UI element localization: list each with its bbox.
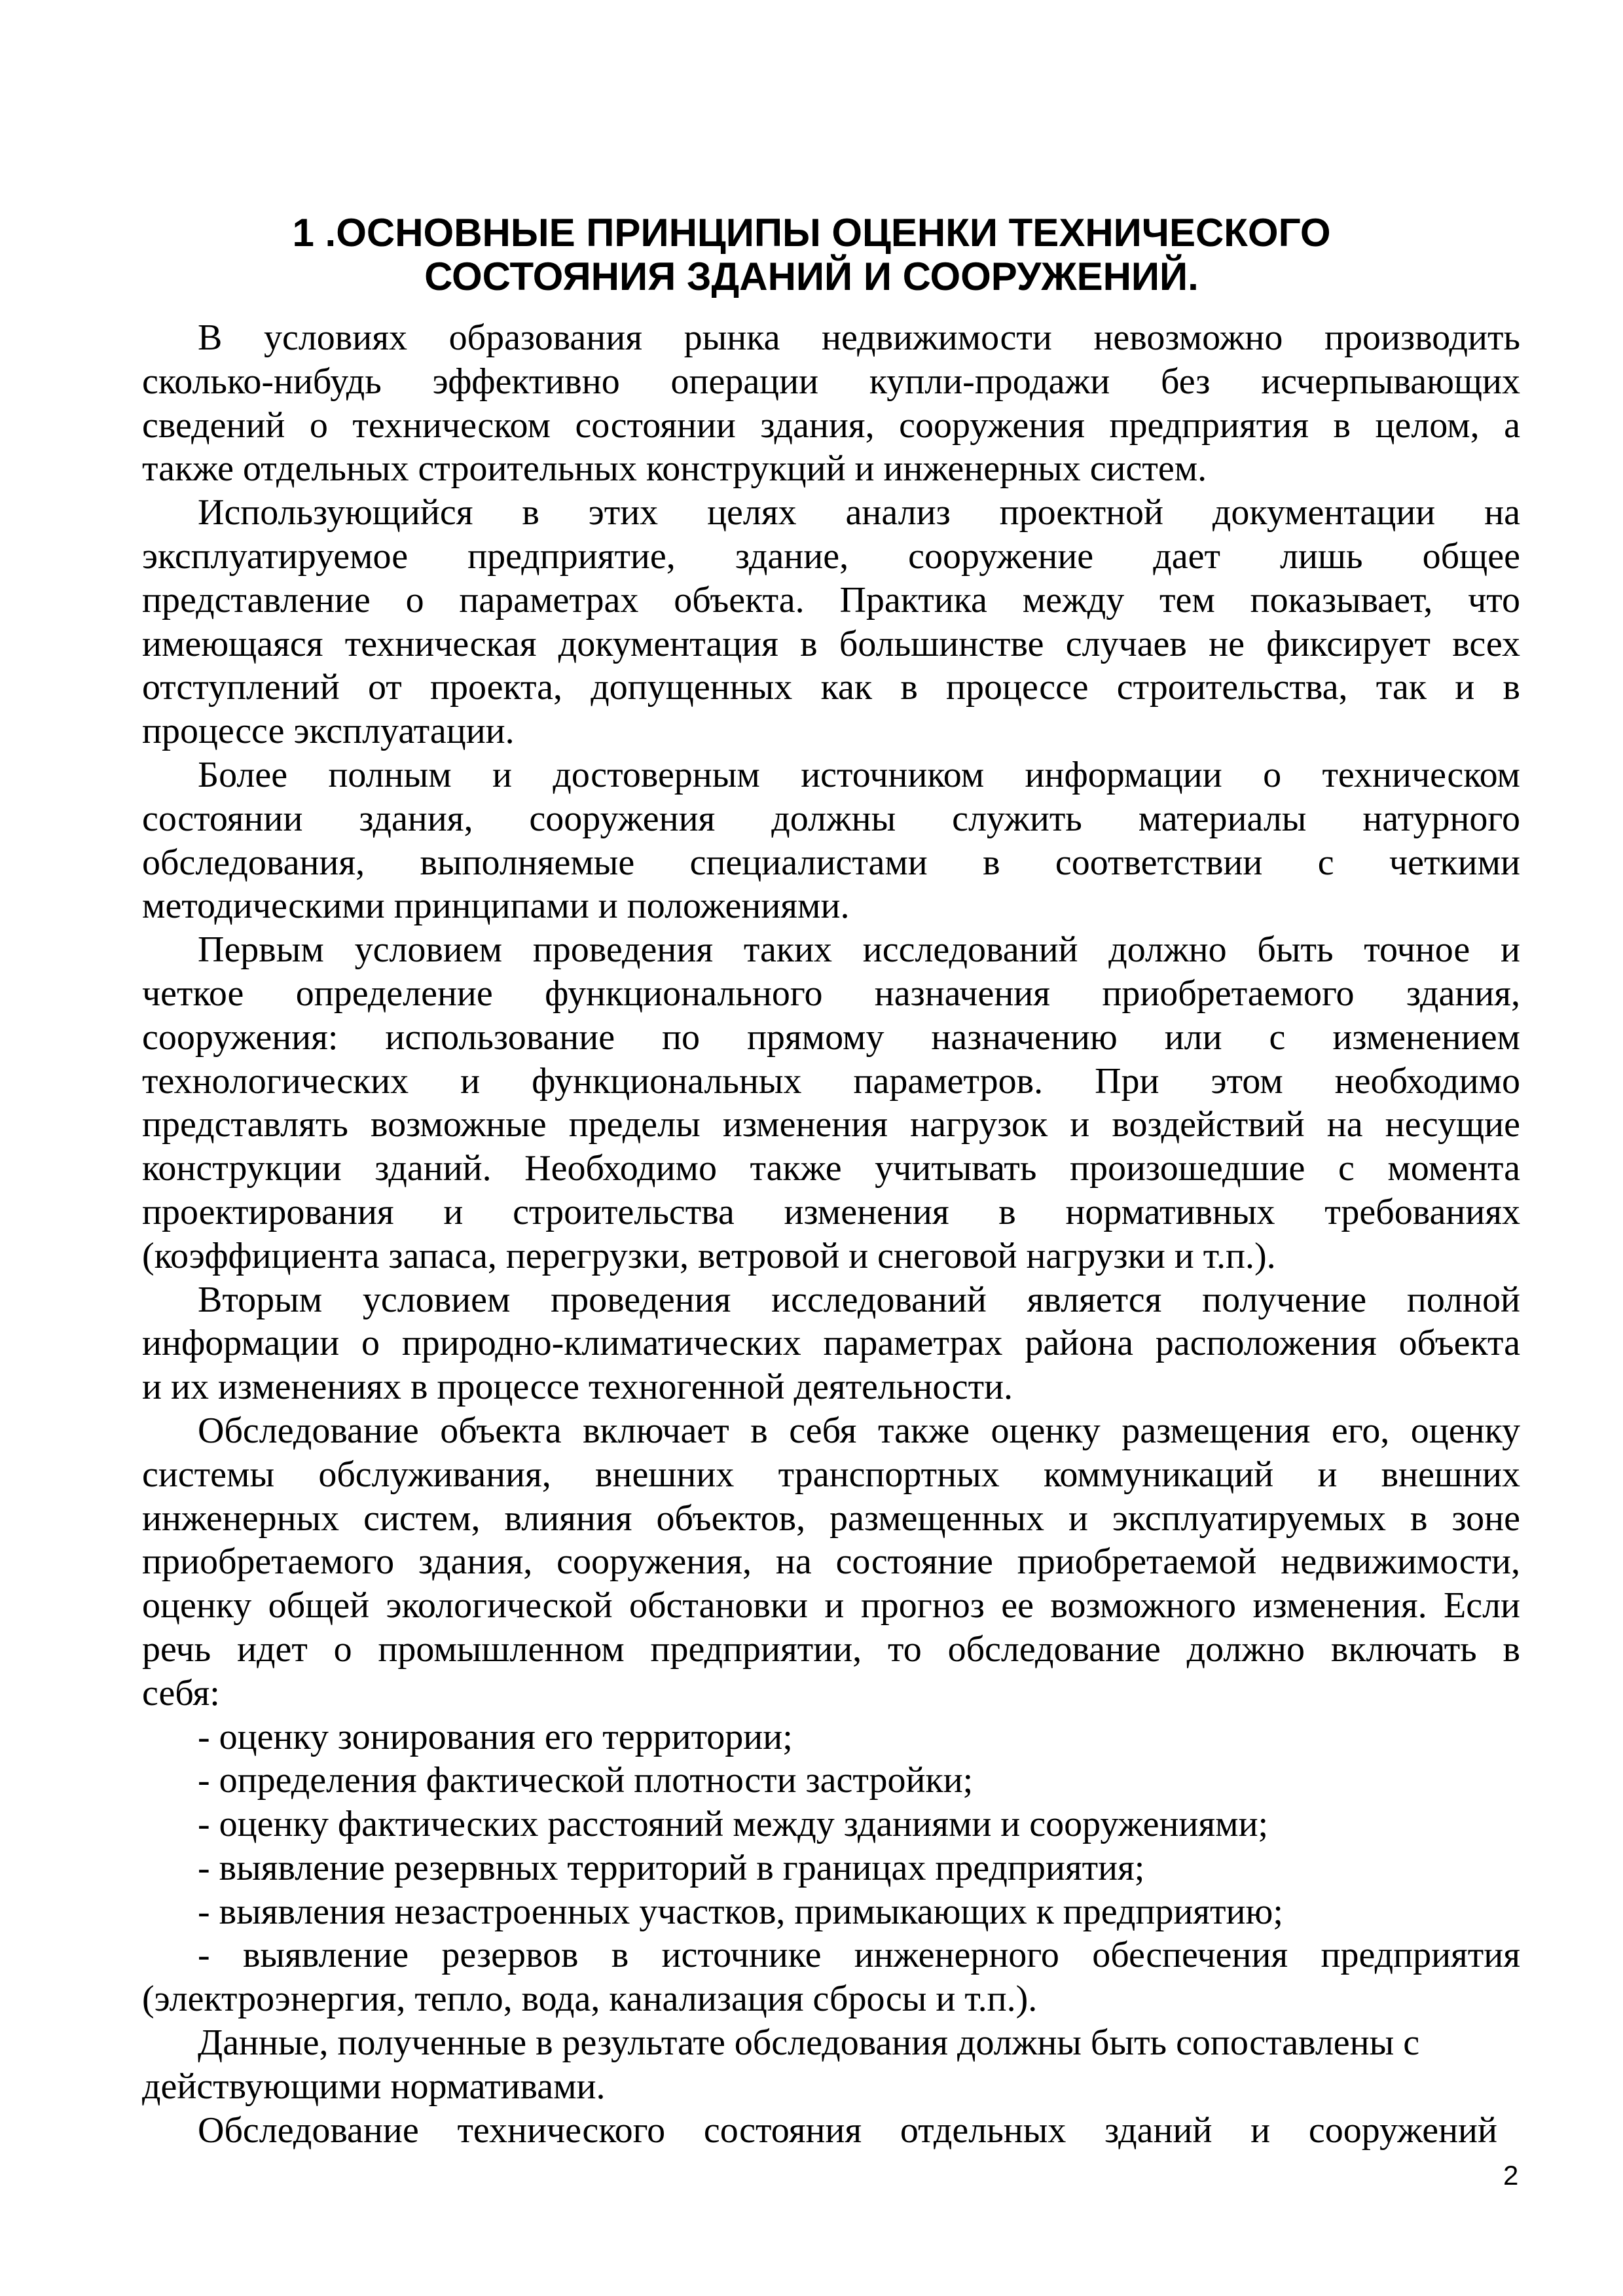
text-line: - выявления незастроенных участков, примыкающих к предприятию;	[198, 1891, 1283, 1932]
text-line: процессе эксплуатации.	[142, 711, 515, 752]
page-number: 2	[1503, 2160, 1519, 2191]
section-title-line-2: СОСТОЯНИЯ ЗДАНИЙ И СООРУЖЕНИЙ.	[424, 255, 1199, 298]
text-line: методическими принципами и положениями.	[142, 886, 850, 927]
text-line: имеющаяся техническая документация в большинстве случаев не фиксирует всех	[142, 623, 1520, 664]
body-text	[142, 316, 1520, 2152]
section-title-line-1: 1 .ОСНОВНЫЕ ПРИНЦИПЫ ОЦЕНКИ ТЕХНИЧЕСКОГО	[292, 211, 1331, 255]
text-line: действующими нормативами.	[142, 2066, 606, 2107]
text-line: - определения фактической плотности застройки;	[198, 1760, 974, 1801]
text-line: сколько-нибудь эффективно операции купли-продажи без исчерпывающих	[142, 361, 1520, 402]
text-line: Обследование технического состояния отдельных зданий и сооружений	[198, 2109, 1497, 2151]
section-title	[0, 211, 1623, 298]
text-line: отступлений от проекта, допущенных как в процессе строительства, так и в	[142, 667, 1520, 708]
text-line: Использующийся в этих целях анализ проектной документации на	[198, 492, 1520, 533]
text-line: приобретаемого здания, сооружения, на состояние приобретаемой недвижимости,	[142, 1541, 1520, 1583]
text-line: представление о параметрах объекта. Практика между тем показывает, что	[142, 579, 1520, 620]
text-line: инженерных систем, влияния объектов, размещенных и эксплуатируемых в зоне	[142, 1498, 1520, 1539]
text-line: обследования, выполняемые специалистами в соответствии с четкими	[142, 842, 1520, 883]
text-line: эксплуатируемое предприятие, здание, сооружение дает лишь общее	[142, 535, 1520, 577]
text-line: - оценку фактических расстояний между зданиями и сооружениями;	[198, 1804, 1269, 1845]
text-line: речь идет о промышленном предприятии, то обследование должно включать в	[142, 1628, 1520, 1670]
text-line: проектирования и строительства изменения в нормативных требованиях	[142, 1191, 1520, 1232]
text-line: информации о природно-климатических параметрах района расположения объекта	[142, 1323, 1520, 1364]
text-line: Обследование объекта включает в себя также оценку размещения его, оценку	[198, 1410, 1520, 1451]
text-line: сведений о техническом состоянии здания, сооружения предприятия в целом, а	[142, 404, 1520, 446]
text-line: системы обслуживания, внешних транспортных коммуникаций и внешних	[142, 1454, 1520, 1495]
text-line: конструкции зданий. Необходимо также учитывать произошедшие с момента	[142, 1148, 1520, 1189]
text-line: (электроэнергия, тепло, вода, канализация сбросы и т.п.).	[142, 1979, 1038, 2020]
text-line: и их изменениях в процессе техногенной деятельности.	[142, 1367, 1013, 1408]
text-line: - выявление резервов в источнике инженерного обеспечения предприятия	[198, 1935, 1520, 1976]
text-line: Более полным и достоверным источником информации о техническом	[198, 754, 1520, 795]
text-line: четкое определение функционального назначения приобретаемого здания,	[142, 973, 1520, 1014]
text-line: - выявление резервных территорий в границах предприятия;	[198, 1847, 1145, 1888]
text-line: состоянии здания, сооружения должны служить материалы натурного	[142, 798, 1520, 839]
text-line: Вторым условием проведения исследований является получение полной	[198, 1279, 1520, 1320]
text-line: В условиях образования рынка недвижимости невозможно производить	[198, 317, 1520, 358]
text-line: технологических и функциональных параметров. При этом необходимо	[142, 1060, 1520, 1102]
text-line: сооружения: использование по прямому назначению или с изменением	[142, 1016, 1520, 1058]
text-line: себя:	[142, 1672, 220, 1713]
text-line: представлять возможные пределы изменения нагрузок и воздействий на несущие	[142, 1104, 1520, 1145]
text-line: Данные, полученные в результате обследования должны быть сопоставлены с	[198, 2022, 1420, 2064]
text-line: Первым условием проведения таких исследований должно быть точное и	[198, 929, 1520, 971]
text-line: - оценку зонирования его территории;	[198, 1716, 793, 1757]
text-line: также отдельных строительных конструкций и инженерных систем.	[142, 448, 1207, 490]
text-line: (коэффициента запаса, перегрузки, ветровой и снеговой нагрузки и т.п.).	[142, 1235, 1276, 1276]
text-line: оценку общей экологической обстановки и прогноз ее возможного изменения. Если	[142, 1585, 1520, 1626]
